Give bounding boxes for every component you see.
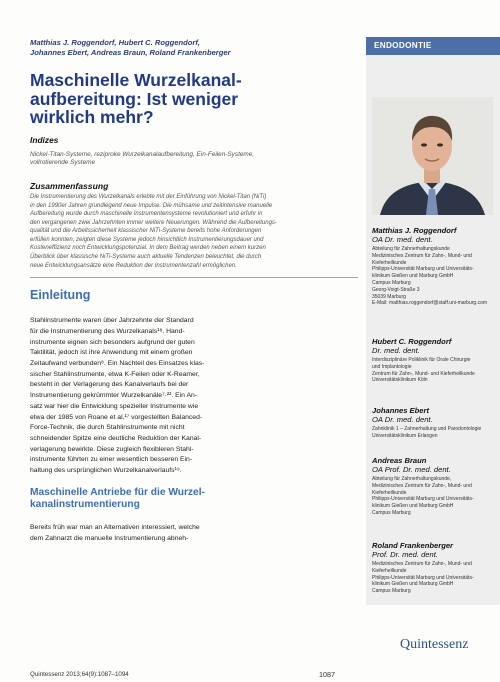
author-address — [372, 561, 498, 595]
category-label: ENDODONTIE — [374, 41, 432, 50]
author-line: Matthias J. Roggendorf, Hubert C. Roggendorf, — [30, 38, 201, 47]
address-line: Medizinisches Zentrum für Zahn-, Mund- und — [372, 252, 472, 259]
category-banner — [366, 37, 500, 55]
body-line: für die Instrumentierung des Wurzelkanals¹⁸. Hand- — [30, 327, 185, 335]
body-line: verlagerung bewirkte. Diese zugleich flexibleren Stahl- — [30, 445, 194, 453]
author-address — [372, 246, 498, 307]
author-name: Roland Frankenberger — [372, 541, 454, 550]
author-name: Matthias J. Roggendorf — [372, 226, 457, 235]
summary-line: Überblick über klassische NiTi-Systeme auch aktuelle Tendenzen beleuchtet, die durch — [30, 254, 262, 261]
author-degree: OA Dr. med. dent. — [372, 235, 433, 244]
publisher-logo: Quintessenz — [400, 637, 469, 652]
introduction-heading: Einleitung — [30, 288, 91, 303]
address-line: klinikum Gießen und Marburg GmbH — [372, 503, 454, 510]
main-column — [30, 38, 358, 544]
address-line: Zentrum für Zahn-, Mund- und Kieferheilkunde — [372, 370, 475, 377]
author-info-braun — [372, 456, 498, 517]
section-heading-line: Maschinelle Antriebe für die Wurzel- — [30, 486, 205, 498]
body-line: Instrumentierung gekrümmter Wurzelkanäle⁷·²². Ein An- — [30, 392, 198, 400]
address-line: und Implantologie — [372, 363, 412, 370]
author-line: Johannes Ebert, Andreas Braun, Roland Frankenberger — [30, 48, 231, 57]
body-line: besteht in der Verlagerung des Kanalverlaufs bei der — [30, 381, 189, 389]
summary-heading: Zusammenfassung — [30, 180, 109, 191]
author-list — [30, 38, 358, 58]
address-line: Zahnklinik 1 – Zahnerhaltung und Parodontologie — [372, 426, 482, 432]
body-line: satz war hier die Entwicklung spezieller Instrumente wie — [30, 402, 199, 410]
body-line: Taktilität, jedoch ist ihre Anwendung mit einem großen — [30, 349, 193, 357]
journal-citation: Quintessenz 2013;64(9):1087–1094 — [30, 671, 129, 678]
summary-line: den vergangenen zwei Jahrzehnten immer weitere Neuerungen. Während die Aufbereitungs- — [30, 219, 277, 226]
indizes-line: Nickel-Titan-Systeme, reziproke Wurzelkanalaufbereitung, Ein-Feilen-Systeme, — [30, 150, 255, 158]
summary-line: neue Entwicklungsansätze eine Reduktion der Instrumentenzahl ermöglichen. — [30, 262, 237, 269]
article-title — [30, 71, 358, 127]
body-line: instrumente eignen sich besonders aufgrund der guten — [30, 338, 195, 346]
body-line: schneidender Spitze eine deutliche Reduktion der Kanal- — [30, 434, 202, 442]
author-address — [372, 426, 498, 440]
page-number: 1087 — [319, 670, 335, 679]
address-line: klinikum Gießen und Marburg GmbH — [372, 273, 454, 280]
summary-line: erfüllen konnten, zeigten diese Systeme jedoch hinsichtlich Instrumentierungsdauer und — [30, 236, 264, 243]
summary-text — [30, 193, 358, 270]
title-line: Maschinelle Wurzelkanal- — [30, 70, 242, 90]
body-line: Bereits früh war man an Alternativen interessiert, welche — [30, 523, 200, 531]
introduction-text — [30, 316, 358, 477]
author-name: Johannes Ebert — [372, 406, 429, 415]
summary-line: qualität und die Arbeitssicherheit klassischer NiTi-Systeme bereits hohe Anforderungen — [30, 228, 262, 235]
summary-line: Kosteneffizienz noch Entwicklungspotenzial. In dem Beitrag werden neben einem kurzen — [30, 245, 266, 252]
address-line: Medizinisches Zentrum für Zahn-, Mund- und — [372, 482, 472, 489]
address-line: Philipps-Universität Marburg und Universitäts- — [372, 496, 474, 503]
body-line: etwa der 1985 von Roane et al.¹⁷ vorgestellten Balanced- — [30, 413, 203, 421]
author-address — [372, 357, 498, 384]
author-info-roggendorf-m — [372, 226, 498, 307]
author-degree: OA Prof. Dr. med. dent. — [372, 465, 451, 474]
address-line: Campus Marburg — [372, 279, 411, 286]
body-line: Zeitaufwand verbunden⁸. Ein Nachteil des Einsatzes klas- — [30, 360, 205, 368]
summary-line: Aufbereitung wurde durch maschinelle Instrumentensysteme revolutioniert und erfuhr in — [30, 211, 263, 218]
title-line: aufbereitung: Ist weniger — [30, 88, 239, 109]
section-heading — [30, 487, 358, 511]
body-line: instrumente führten zu einer wesentlich besseren Ein- — [30, 456, 193, 464]
author-portrait-image — [372, 97, 493, 215]
section-heading-line: kanalinstrumentierung — [30, 498, 140, 510]
title-line: wirklich mehr? — [30, 107, 154, 127]
summary-line: in den 1990er Jahren grundlegend neue Impulse. Die mühsame und zeitintensive manuelle — [30, 202, 273, 209]
author-address — [372, 476, 498, 517]
address-line: Campus Marburg — [372, 509, 411, 516]
author-degree: OA Dr. med. dent. — [372, 415, 433, 424]
address-line: Medizinisches Zentrum für Zahn-, Mund- und — [372, 561, 472, 567]
address-line: 35039 Marburg — [372, 293, 406, 300]
author-degree: Prof. Dr. med. dent. — [372, 550, 438, 559]
address-line: Abteilung für Zahnerhaltungskunde — [372, 246, 450, 252]
address-line: Philipps-Universität Marburg und Universitäts- — [372, 266, 474, 273]
author-degree: Dr. med. dent. — [372, 346, 420, 355]
sidebar — [366, 0, 500, 682]
indizes-heading: Indizes — [30, 134, 59, 145]
address-line: Kieferheilkunde — [372, 567, 407, 574]
body-line: dem Zahnarzt die manuelle Instrumentierung abneh- — [30, 534, 189, 542]
section-text — [30, 523, 358, 544]
section-divider — [30, 277, 358, 278]
body-line: Force-Technik, die durch Stahlinstrumente mit nicht — [30, 424, 185, 432]
author-photo — [372, 97, 493, 215]
body-line: haltung des ursprünglichen Wurzelkanalverlaufs¹⁹. — [30, 467, 182, 475]
address-line: Abteilung für Zahnerhaltungskunde, — [372, 476, 452, 482]
indizes-text — [30, 151, 358, 167]
body-line: Stahlinstrumente waren über Jahrzehnte der Standard — [30, 317, 194, 325]
author-name: Hubert C. Roggendorf — [372, 337, 452, 346]
address-line: Universitätsklinikum Köln — [372, 377, 428, 384]
author-info-roggendorf-h — [372, 337, 498, 384]
address-line: Georg-Voigt-Straße 3 — [372, 286, 420, 293]
address-line: klinikum Gießen und Marburg GmbH — [372, 581, 454, 588]
address-line: Philipps-Universität Marburg und Universitäts- — [372, 574, 474, 581]
author-info-frankenberger — [372, 541, 498, 595]
author-name: Andreas Braun — [372, 456, 427, 465]
email-line[interactable]: E-Mail: matthias.roggendorf@staff.uni-marburg.com — [372, 300, 488, 307]
address-line: Kieferheilkunde — [372, 259, 407, 266]
address-line: Kieferheilkunde — [372, 489, 407, 496]
address-line: Interdisziplinäre Poliklinik für Orale Chirurgie — [372, 357, 471, 363]
summary-line: Die Instrumentierung des Wurzelkanals erlebte mit der Einführung von Nickel-Titan (NiTi) — [30, 193, 267, 200]
indizes-line: vollrotierende Systeme — [30, 158, 96, 166]
address-line: Campus Marburg — [372, 588, 411, 595]
body-line: sischer Stahlinstrumente, etwa K-Feilen oder K-Reamer, — [30, 370, 200, 378]
address-line: Universitätsklinikum Erlangen — [372, 432, 438, 439]
author-info-ebert — [372, 406, 498, 440]
